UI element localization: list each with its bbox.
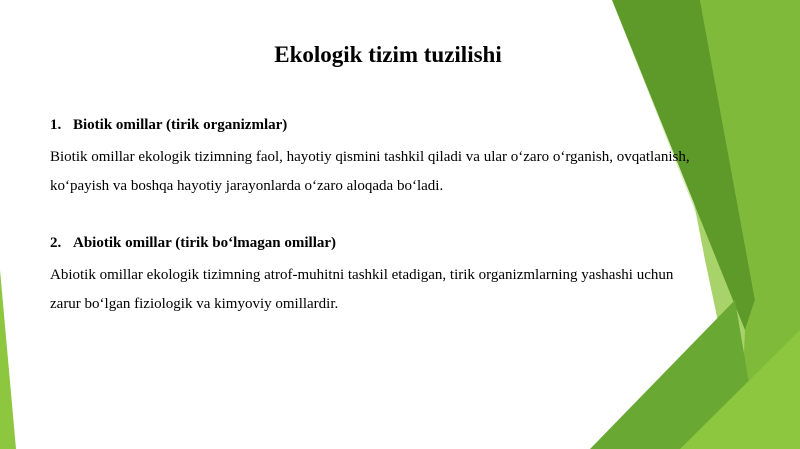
section-biotik <box>50 114 710 201</box>
section-heading <box>50 114 710 136</box>
section-paragraph: Abiotik omillar ekologik tizimning atrof-muhitni tashkil etadigan, tirik organizmlarning yashashi uchun zarur bo‘lgan fiziologik va kimyoviy omillardir. <box>50 267 674 312</box>
section-abiotik <box>50 232 710 319</box>
section-number: 2. <box>50 235 62 251</box>
section-paragraph: Biotik omillar ekologik tizimning faol, hayotiy qismini tashkil qiladi va ular o‘zaro o‘rganish, ovqatlanish, ko‘payish va boshqa hayotiy jarayonlarda o‘zaro aloqada bo‘ladi. <box>50 149 690 194</box>
slide-title: Ekologik tizim tuzilishi <box>274 42 502 67</box>
section-heading <box>50 232 710 254</box>
section-heading-text: Biotik omillar (tirik organizmlar) <box>73 117 288 133</box>
left-green-shard <box>0 270 16 449</box>
section-number: 1. <box>50 117 62 133</box>
section-heading-text: Abiotik omillar (tirik bo‘lmagan omillar) <box>73 235 337 251</box>
